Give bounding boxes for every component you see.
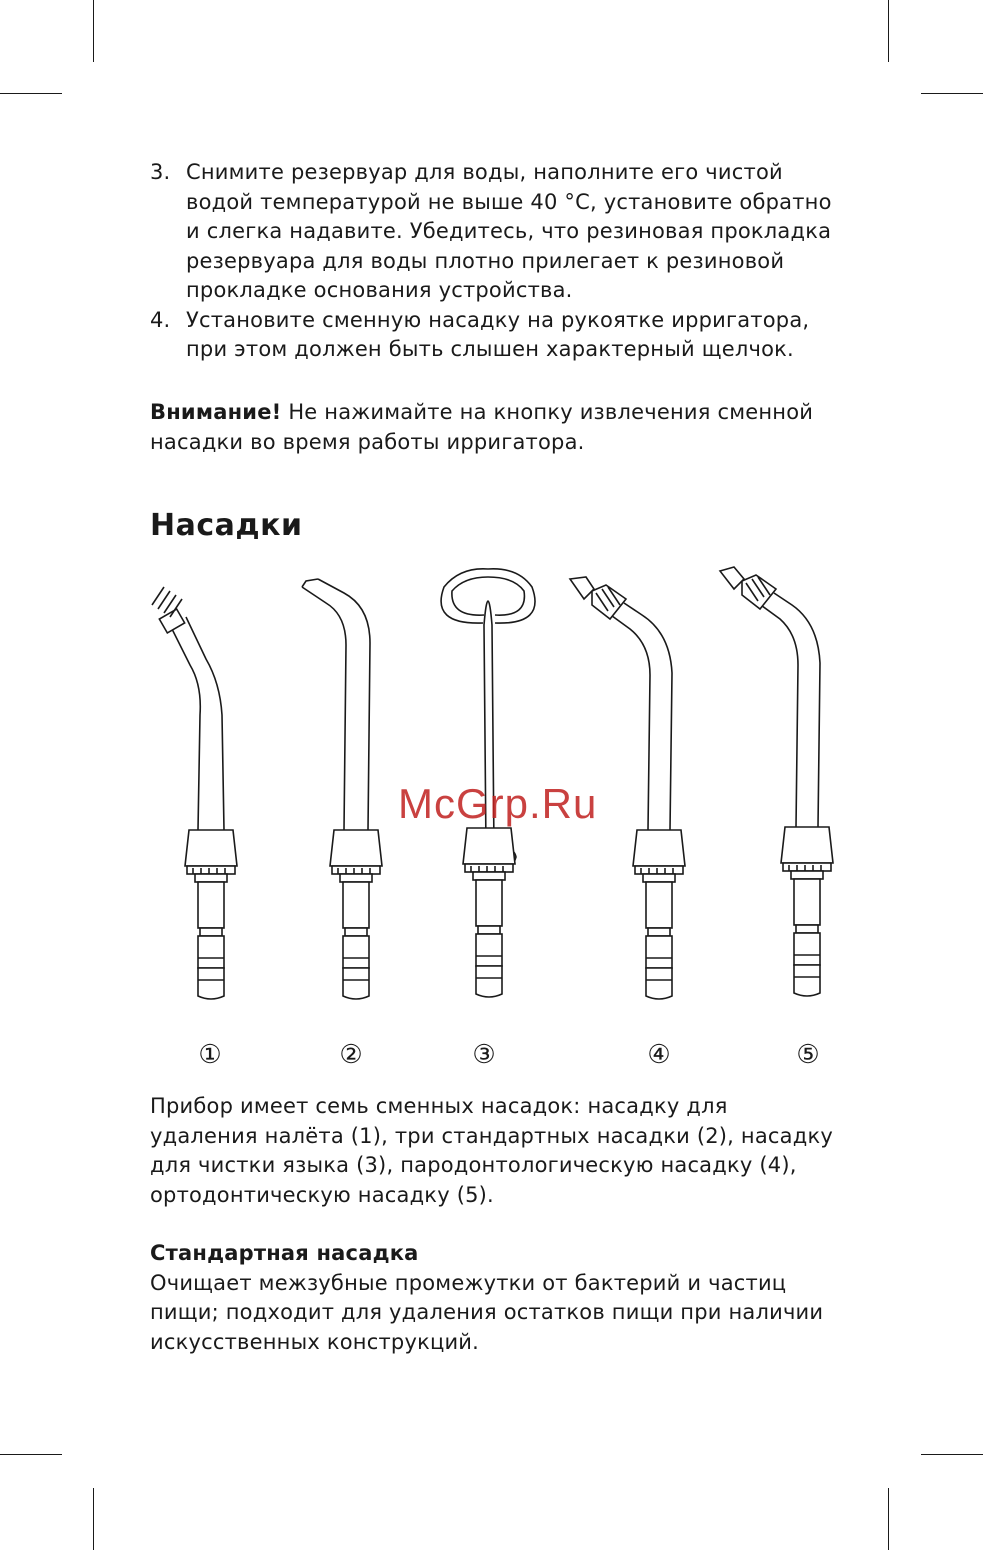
section-title: Насадки [150,508,303,543]
step-item [150,158,840,306]
warning-paragraph [150,398,820,457]
tips-description: Прибор имеет семь сменных насадок: насадку для удаления налёта (1), три стандартных насадки (2), насадку для чистки языка (3), пародонтологическую насадку (4), ортодонтическую насадку (5). [150,1094,833,1207]
step-number: 4. [150,307,171,332]
tip-label-1: ① [198,1040,222,1070]
tip-5-drawing [720,567,833,996]
tip-label-4: ④ [647,1040,671,1070]
steps-list [150,158,840,365]
standard-tip-text: Очищает межзубные промежутки от бактерий и частиц пищи; подходит для удаления остатков пищи при наличии искусственных конструкций. [150,1270,824,1354]
tip-label-2: ② [339,1040,363,1070]
crop-mark-top-right-h [921,93,983,94]
standard-tip-block [150,1239,840,1357]
crop-mark-top-left-v [93,0,94,62]
crop-mark-top-left-h [0,93,62,94]
step-text: Снимите резервуар для воды, наполните его чистой водой температурой не выше 40 °C, установите обратно и слегка надавите. Убедитесь, что резиновая прокладка резервуара для воды плотно прилегает к резиновой прокладке основания устройства. [186,160,832,302]
tip-label-5: ⑤ [796,1040,820,1070]
crop-mark-bottom-left-v [93,1488,94,1550]
standard-tip-title: Стандартная насадка [150,1241,419,1265]
tip-1-drawing [152,587,237,999]
crop-mark-bottom-right-v [888,1488,889,1550]
warning-text: Не нажимайте на кнопку извлечения сменной насадки во время работы ирригатора. [150,400,814,454]
warning-label: Внимание! [150,400,282,424]
watermark: McGrp.Ru [398,780,598,827]
crop-mark-bottom-left-h [0,1454,62,1455]
step-text: Установите сменную насадку на рукоятке ирригатора, при этом должен быть слышен характерный щелчок. [186,307,810,361]
crop-mark-top-right-v [888,0,889,62]
step-item [150,306,840,365]
crop-mark-bottom-right-h [921,1454,983,1455]
step-number: 3. [150,160,171,184]
steps-block [150,158,840,365]
tip-label-3: ③ [472,1040,496,1070]
tip-2-drawing [302,579,382,999]
